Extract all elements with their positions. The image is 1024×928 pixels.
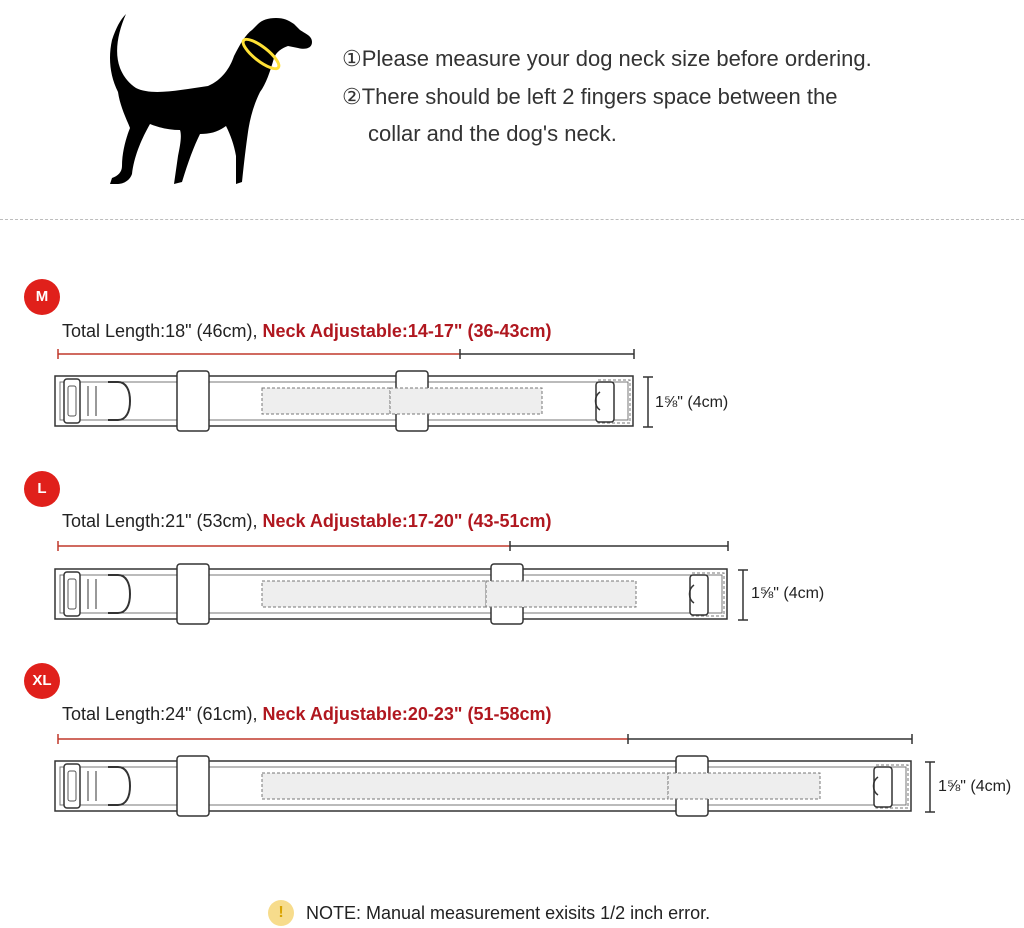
neck-adjustable-label: Neck Adjustable:14-17" (36-43cm) bbox=[262, 321, 552, 341]
note bbox=[268, 898, 710, 928]
size-badge-l: L bbox=[24, 471, 60, 507]
instruction-line-3: collar and the dog's neck. bbox=[368, 121, 617, 146]
size-l-length-text bbox=[62, 511, 551, 532]
total-length-label: Total Length:24" (61cm), bbox=[62, 704, 263, 724]
size-badge-xl: XL bbox=[24, 663, 60, 699]
size-m-length-text bbox=[62, 321, 551, 342]
section-divider bbox=[0, 219, 1024, 220]
size-m-width-label: 1⅝" (4cm) bbox=[655, 394, 729, 411]
neck-adjustable-label: Neck Adjustable:17-20" (43-51cm) bbox=[262, 511, 552, 531]
size-xl-length-text bbox=[62, 704, 551, 725]
instruction-line-2: ②There should be left 2 fingers space between the bbox=[342, 84, 838, 109]
total-length-label: Total Length:21" (53cm), bbox=[62, 511, 263, 531]
exclamation-icon: ! bbox=[268, 900, 294, 926]
neck-adjustable-label: Neck Adjustable:20-23" (51-58cm) bbox=[262, 704, 552, 724]
instruction-line-1: ①Please measure your dog neck size before ordering. bbox=[342, 46, 872, 71]
note-text: NOTE: Manual measurement exisits 1/2 inch error. bbox=[306, 902, 711, 923]
size-badge-m: M bbox=[24, 279, 60, 315]
dog-silhouette-icon bbox=[90, 6, 320, 188]
total-length-label: Total Length:18" (46cm), bbox=[62, 321, 263, 341]
size-l-width-label: 1⅝" (4cm) bbox=[751, 585, 825, 602]
size-xl-width-label: 1⅝" (4cm) bbox=[938, 778, 1012, 795]
